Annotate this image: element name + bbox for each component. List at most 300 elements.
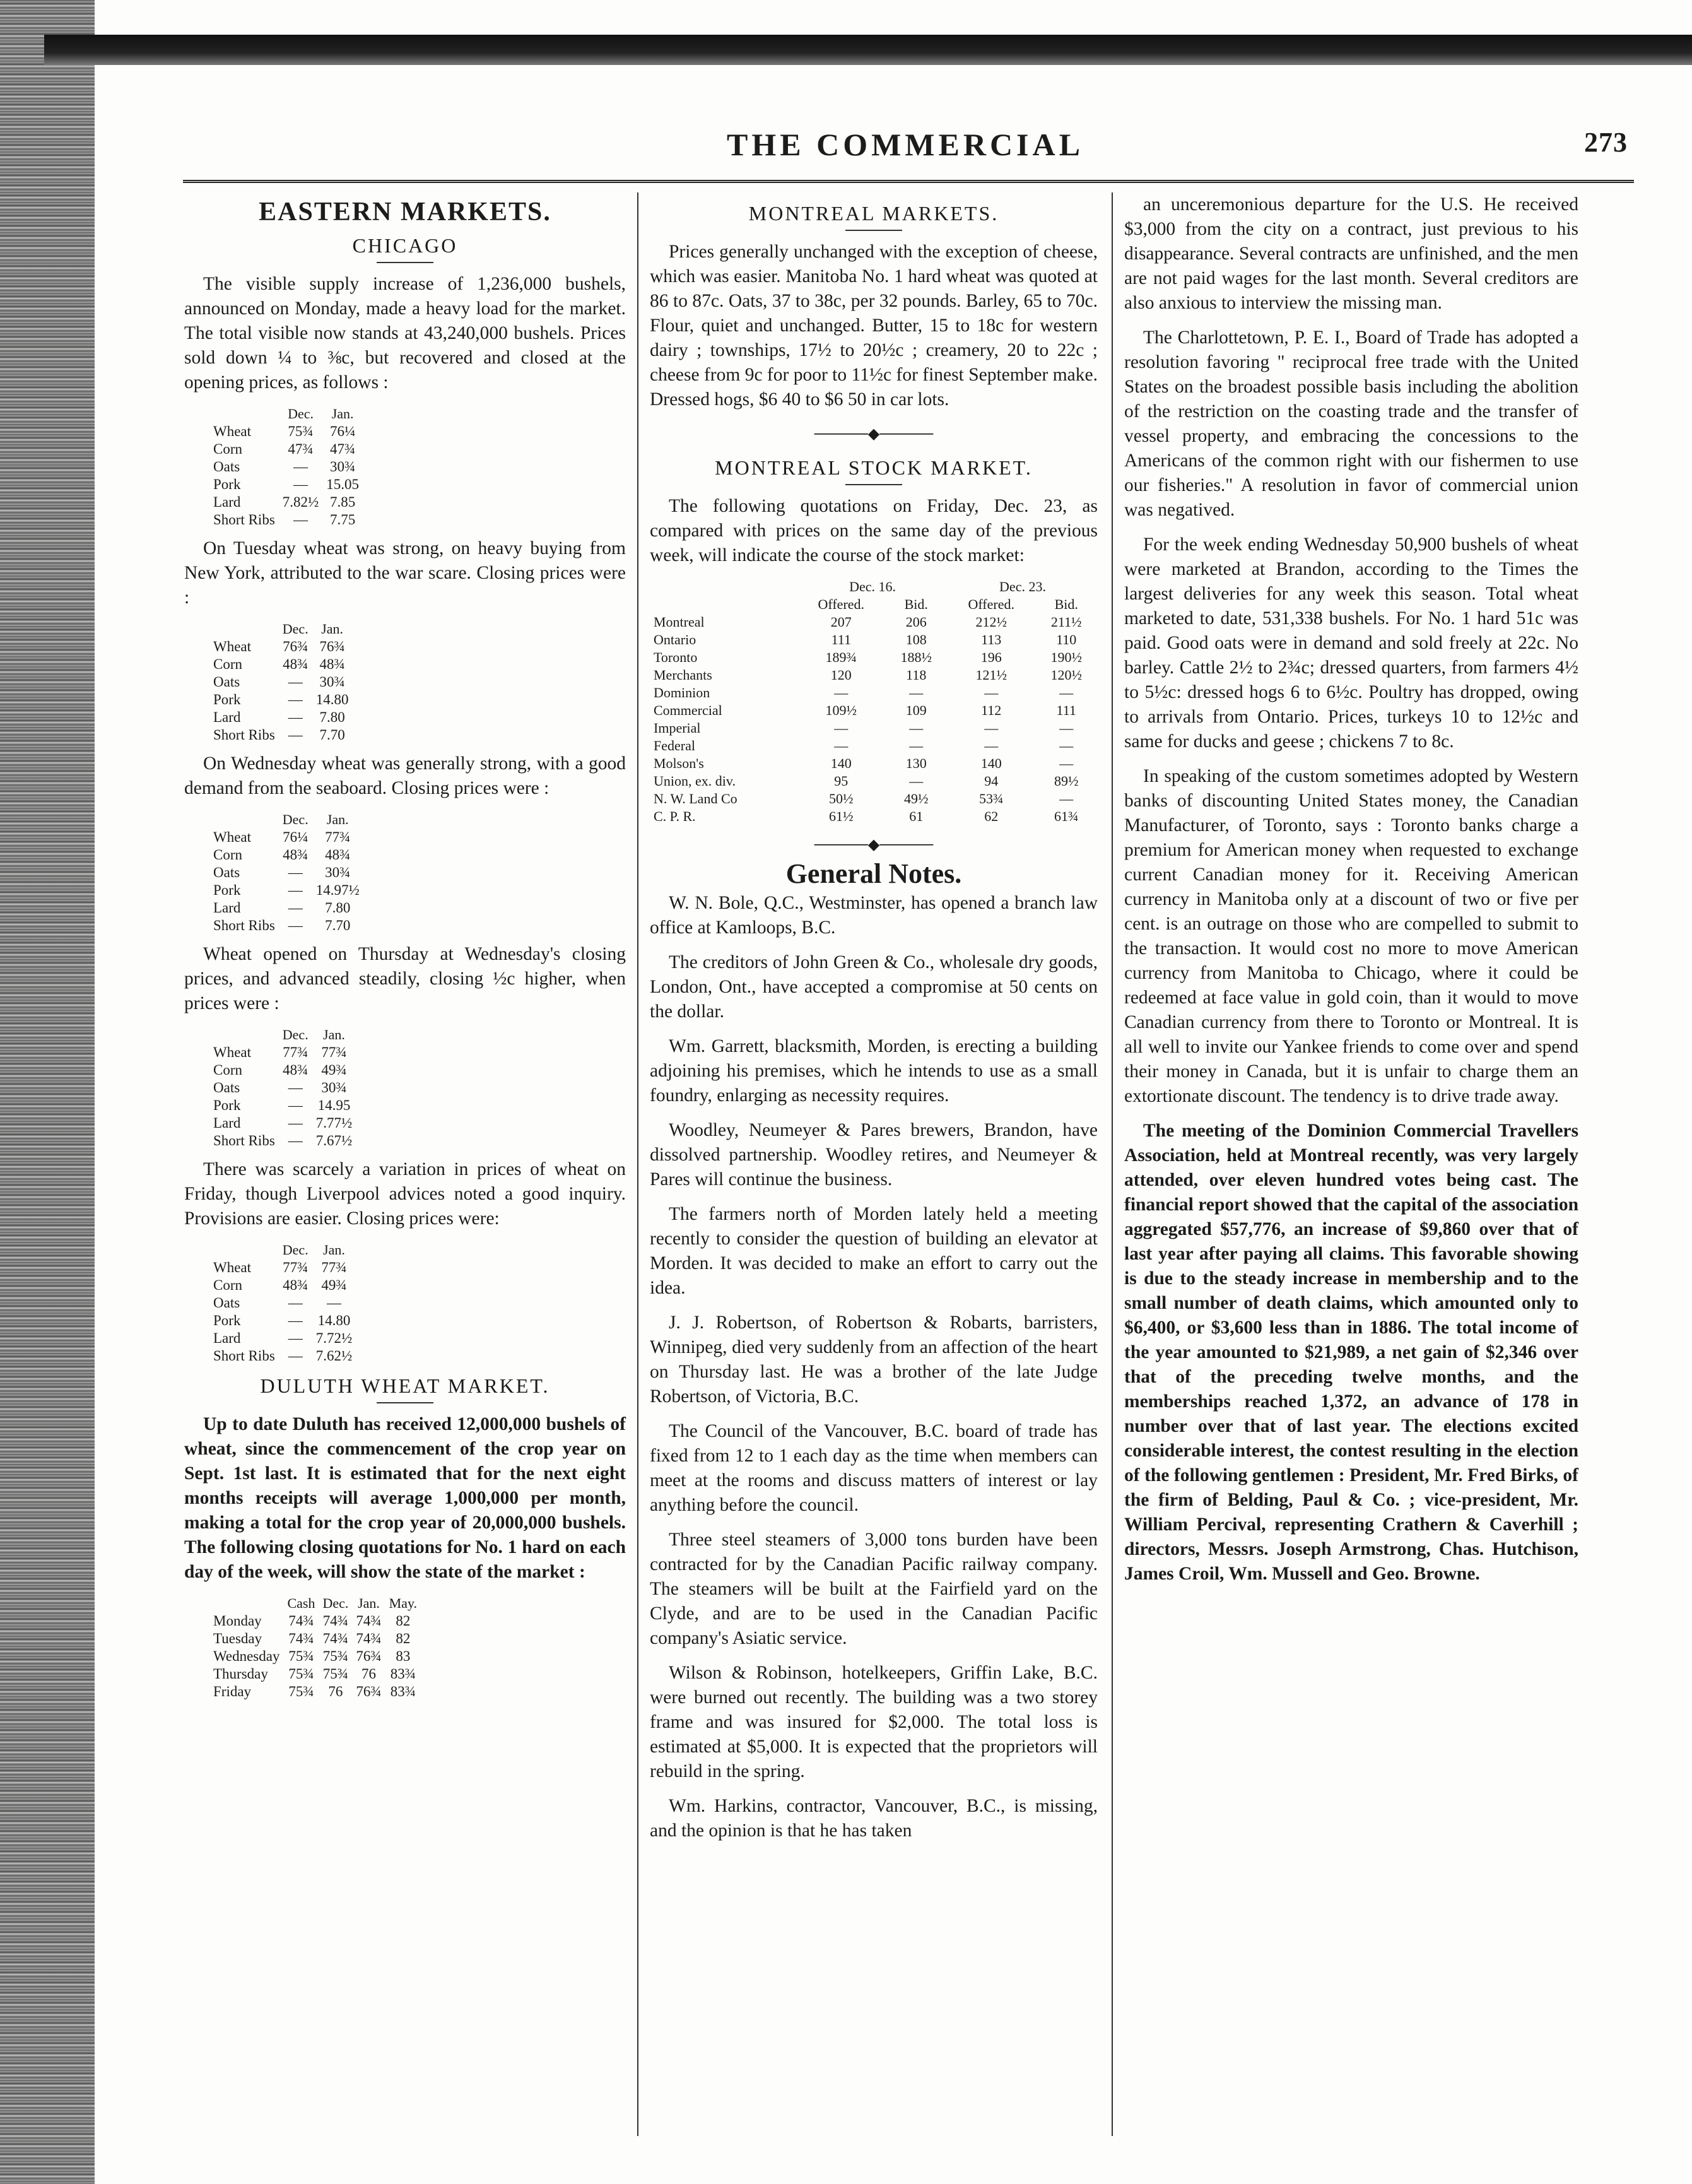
stock-row bbox=[650, 772, 1098, 790]
price-table bbox=[209, 811, 363, 935]
article-paragraph: The following quotations on Friday, Dec. 23, as compared with prices on the same day of the previous week, will indicate the course of the stock market: bbox=[650, 496, 1098, 565]
column-1 bbox=[184, 192, 626, 1708]
stock-col-header: Bid. bbox=[1054, 596, 1078, 612]
note-paragraph: The farmers north of Morden lately held a meeting recently to consider the question of building an elevator at Morden. It was decided to make an effort to carry out the idea. bbox=[650, 1204, 1098, 1298]
price-cell: 75¾ bbox=[288, 1648, 314, 1664]
price-cell: 83¾ bbox=[390, 1666, 416, 1682]
scan-top-bar bbox=[44, 35, 1692, 65]
row-label: Corn bbox=[213, 656, 242, 672]
article-paragraph: In speaking of the custom sometimes adopted by Western banks of discounting United States money, the Canadian Manufacturer, of Toronto, says : Toronto banks charge a premium for American money when requested to exchange current Canadian money for it. Receiving American currency in Manitoba only at a discount of two or five per cent. is an outrage on those who are compelled to submit to the transaction. It would cost no more to move American currency from Manitoba to Chicago, where it could be redeemed at face value in gold coin, than it would to move Canadian currency from there to Toronto or Montreal. It is all well to invite our Yankee friends to come over and spend their money in Canada, but it is unfair to charge them an extortionate discount. The tendency is to drive trade away. bbox=[1124, 766, 1578, 1106]
stock-price: 207 bbox=[830, 614, 852, 630]
stock-price: 130 bbox=[905, 755, 927, 771]
row-label: Tuesday bbox=[213, 1631, 262, 1646]
stock-price: — bbox=[1059, 738, 1074, 753]
stock-row bbox=[650, 719, 1098, 737]
stock-name: C. P. R. bbox=[654, 808, 696, 824]
row-label: Oats bbox=[213, 865, 240, 880]
row-label: Wheat bbox=[213, 829, 252, 845]
running-head bbox=[183, 126, 1628, 164]
header-cell: Dec. bbox=[282, 621, 308, 637]
price-cell: 14.80 bbox=[317, 1313, 351, 1328]
stock-name: Union, ex. div. bbox=[654, 773, 736, 789]
price-cell: 77¾ bbox=[283, 1260, 308, 1275]
stock-price: 140 bbox=[980, 755, 1002, 771]
stock-price: 111 bbox=[1056, 702, 1076, 718]
header-cell: Jan. bbox=[323, 1242, 345, 1258]
note-paragraph: Wm. Harkins, contractor, Vancouver, B.C., is missing, and the opinion is that he has taken bbox=[650, 1796, 1098, 1841]
row-label: Wednesday bbox=[213, 1648, 280, 1664]
stock-row bbox=[650, 790, 1098, 808]
note-paragraph: Wilson & Robinson, hotelkeepers, Griffin Lake, B.C. were burned out recently. The building was a two storey frame and was insured for $2,000. The total loss is estimated at $5,000. It is expected that the proprietors will rebuild in the spring. bbox=[650, 1663, 1098, 1781]
price-cell: — bbox=[293, 476, 308, 492]
price-cell: — bbox=[293, 512, 308, 528]
price-table bbox=[209, 620, 352, 744]
row-label: Thursday bbox=[213, 1666, 268, 1682]
table-row bbox=[209, 1044, 356, 1061]
table-row bbox=[209, 1114, 356, 1132]
price-cell: 30¾ bbox=[330, 459, 356, 475]
price-cell: 7.85 bbox=[330, 494, 356, 510]
price-cell: 82 bbox=[396, 1613, 411, 1629]
stock-row bbox=[650, 702, 1098, 719]
price-cell: 75¾ bbox=[288, 1684, 314, 1699]
price-cell: 7.75 bbox=[330, 512, 356, 528]
stock-price: 109½ bbox=[825, 702, 857, 718]
stock-name: Ontario bbox=[654, 632, 696, 647]
row-label: Short Ribs bbox=[213, 918, 275, 933]
note-paragraph: W. N. Bole, Q.C., Westminster, has opened a branch law office at Kamloops, B.C. bbox=[650, 893, 1098, 938]
stock-price: 118 bbox=[906, 667, 927, 683]
table-row bbox=[209, 656, 352, 673]
price-cell: — bbox=[288, 727, 303, 743]
stock-row bbox=[650, 737, 1098, 755]
stock-price: 109 bbox=[905, 702, 927, 718]
header-cell bbox=[209, 1026, 279, 1044]
article-paragraph: Up to date Duluth has received 12,000,000 bushels of wheat, since the commencement of the crop year on Sept. 1st last. It is estimated that for the next eight months receipts will average 1,000,000 per month, making a total for the crop year of 20,000,000 bushels. The following closing quotations for No. 1 hard on each day of the week, will show the state of the market : bbox=[184, 1414, 626, 1582]
stock-name: Dominion bbox=[654, 685, 710, 700]
stock-price: 111 bbox=[831, 632, 851, 647]
stock-name: Molson's bbox=[654, 755, 704, 771]
stock-col-header: Offered. bbox=[818, 596, 865, 612]
short-rule bbox=[845, 230, 902, 231]
header-cell: Jan. bbox=[326, 812, 349, 827]
table-row bbox=[209, 440, 363, 458]
row-label: Pork bbox=[213, 1097, 241, 1113]
header-cell: Cash bbox=[287, 1595, 315, 1611]
short-rule bbox=[377, 1402, 433, 1403]
row-label: Pork bbox=[213, 882, 241, 898]
row-label: Monday bbox=[213, 1613, 262, 1629]
stock-row bbox=[650, 808, 1098, 825]
header-cell: Jan. bbox=[323, 1027, 345, 1042]
stock-price: — bbox=[984, 685, 999, 700]
stock-price: 120½ bbox=[1050, 667, 1082, 683]
row-label: Oats bbox=[213, 1295, 240, 1311]
stock-price: 121½ bbox=[975, 667, 1007, 683]
stock-price: 120 bbox=[830, 667, 852, 683]
stock-price: 113 bbox=[981, 632, 1002, 647]
header-cell: Dec. bbox=[282, 812, 308, 827]
table-row bbox=[209, 846, 363, 864]
stock-price: 95 bbox=[834, 773, 849, 789]
price-cell: — bbox=[288, 882, 303, 898]
table-row bbox=[209, 829, 363, 846]
price-cell: 15.05 bbox=[326, 476, 360, 492]
subsection-title: MONTREAL STOCK MARKET. bbox=[715, 456, 1033, 479]
row-label: Lard bbox=[213, 1330, 241, 1346]
row-label: Short Ribs bbox=[213, 512, 275, 528]
stock-price: 61¾ bbox=[1054, 808, 1079, 824]
price-cell: 74¾ bbox=[288, 1613, 314, 1629]
stock-price: 110 bbox=[1056, 632, 1077, 647]
stock-name: Federal bbox=[654, 738, 695, 753]
price-cell: — bbox=[288, 900, 303, 916]
ornament-divider: ─────◆───── bbox=[814, 837, 934, 853]
article-paragraph: On Tuesday wheat was strong, on heavy buying from New York, attributed to the war scare. Closing prices were : bbox=[184, 538, 626, 608]
price-cell: 83 bbox=[396, 1648, 411, 1664]
price-cell: 76¾ bbox=[283, 639, 308, 654]
table-row bbox=[209, 726, 352, 744]
table-header-row bbox=[209, 1595, 421, 1612]
stock-row bbox=[650, 684, 1098, 702]
row-label: Oats bbox=[213, 459, 240, 475]
column-2 bbox=[650, 192, 1098, 1853]
table-row bbox=[209, 1132, 356, 1150]
price-cell: 7.67½ bbox=[315, 1133, 353, 1148]
table-row bbox=[209, 1312, 356, 1330]
table-row bbox=[209, 1612, 421, 1630]
stock-price: 53¾ bbox=[978, 791, 1004, 806]
table-row bbox=[209, 476, 363, 493]
column-3 bbox=[1124, 192, 1578, 1597]
short-rule bbox=[845, 484, 902, 485]
subsection-title: CHICAGO bbox=[352, 234, 458, 257]
price-cell: 47¾ bbox=[330, 441, 356, 457]
price-cell: 75¾ bbox=[288, 423, 314, 439]
article-paragraph: The meeting of the Dominion Commercial Travellers Association, held at Montreal recently, was very largely attended, over eleven hundred votes being cast. The financial report showed that the capital of the association aggregated $57,776, an increase of $9,860 over that of last year after paying all claims. This favorable showing is due to the steady increase in membership and to the small number of death claims, which amounted only to $6,400, or $3,600 less than in 1886. The total income of the year amounted to $21,989, a net gain of $2,346 over that of the preceding twelve months, and the memberships reached 1,372, an advance of 178 in number over that of last year. The elections excited considerable interest, the contest resulting in the election of the following gentlemen : President, Mr. Fred Birks, of the firm of Belding, Paul & Co. ; vice-president, Mr. William Percival, representing Crathern & Caverhill ; directors, Messrs. Joseph Armstrong, Chas. Hutchison, James Croil, Wm. Mussell and Geo. Browne. bbox=[1124, 1121, 1578, 1584]
stock-price: 94 bbox=[984, 773, 999, 789]
table-row bbox=[209, 1665, 421, 1683]
row-label: Friday bbox=[213, 1684, 252, 1699]
article-paragraph: There was scarcely a variation in prices of wheat on Friday, though Liverpool advices noted a good inquiry. Provisions are easier. Closing prices were: bbox=[184, 1159, 626, 1229]
row-label: Short Ribs bbox=[213, 727, 275, 743]
stock-col-header: Bid. bbox=[904, 596, 928, 612]
price-cell: — bbox=[288, 1330, 303, 1346]
stock-row bbox=[650, 755, 1098, 772]
stock-price: 212½ bbox=[975, 614, 1007, 630]
stock-price: 50½ bbox=[829, 791, 854, 806]
price-cell: 49¾ bbox=[321, 1277, 347, 1293]
note-paragraph: J. J. Robertson, of Robertson & Robarts, barristers, Winnipeg, died very suddenly from an affection of the heart on Thursday last. He was a brother of the late Judge Robertson, of Victoria, B.C. bbox=[650, 1313, 1098, 1407]
stock-row bbox=[650, 631, 1098, 649]
price-cell: 14.97½ bbox=[315, 882, 360, 898]
article-paragraph: The visible supply increase of 1,236,000 bushels, announced on Monday, made a heavy load for the market. The total visible now stands at 43,240,000 bushels. Prices sold down ¼ to ⅜c, but recovered and closed at the opening prices, as follows : bbox=[184, 274, 626, 393]
price-cell: 74¾ bbox=[356, 1613, 382, 1629]
price-cell: 30¾ bbox=[325, 865, 351, 880]
table-row bbox=[209, 1630, 421, 1648]
paragraph-list bbox=[1124, 192, 1578, 1586]
price-cell: 76¾ bbox=[356, 1648, 382, 1664]
price-cell: 77¾ bbox=[325, 829, 351, 845]
table-row bbox=[209, 1648, 421, 1665]
row-label: Oats bbox=[213, 674, 240, 690]
table-header-row bbox=[209, 1026, 356, 1044]
stock-col-header: Offered. bbox=[968, 596, 1014, 612]
table-header-row bbox=[209, 1241, 356, 1259]
header-cell: Jan. bbox=[321, 621, 343, 637]
price-cell: 76 bbox=[361, 1666, 376, 1682]
price-cell: 76¾ bbox=[319, 639, 345, 654]
price-cell: — bbox=[288, 865, 303, 880]
table-row bbox=[209, 638, 352, 656]
section-title: EASTERN MARKETS. bbox=[259, 198, 551, 227]
price-table bbox=[209, 1026, 356, 1150]
header-cell: Dec. bbox=[322, 1595, 349, 1611]
price-cell: 74¾ bbox=[322, 1613, 349, 1629]
row-label: Wheat bbox=[213, 1044, 252, 1060]
table-row bbox=[209, 1330, 356, 1347]
price-cell: 83¾ bbox=[390, 1684, 416, 1699]
header-cell bbox=[209, 811, 279, 829]
header-rule bbox=[183, 180, 1634, 187]
price-cell: — bbox=[288, 1133, 303, 1148]
price-cell: — bbox=[288, 674, 303, 690]
stock-name: Toronto bbox=[654, 649, 698, 665]
row-label: Short Ribs bbox=[213, 1133, 275, 1148]
article-paragraph: On Wednesday wheat was generally strong, with a good demand from the seaboard. Closing prices were : bbox=[184, 753, 626, 798]
price-cell: — bbox=[288, 1097, 303, 1113]
stock-price: — bbox=[1059, 720, 1074, 736]
header-cell: Dec. bbox=[282, 1027, 308, 1042]
stock-price: 112 bbox=[981, 702, 1002, 718]
article-paragraph: Prices generally unchanged with the exception of cheese, which was easier. Manitoba No. 1 hard wheat was quoted at 86 to 87c. Oats, 37 to 38c, per 32 pounds. Barley, 65 to 70c. Flour, quiet and unchanged. Butter, 15 to 18c for western dairy ; townships, 17½ to 20½c ; creamery, 20 to 22c ; cheese from 9c for poor to 11½c for finest September make. Dressed hogs, $6 40 to $6 50 in car lots. bbox=[650, 242, 1098, 410]
price-cell: 76¼ bbox=[330, 423, 356, 439]
stock-group-header: Dec. 16. bbox=[849, 579, 896, 594]
price-cell: 7.80 bbox=[325, 900, 351, 916]
note-paragraph: The creditors of John Green & Co., wholesale dry goods, London, Ont., have accepted a compromise at 50 cents on the dollar. bbox=[650, 952, 1098, 1022]
table-row bbox=[209, 882, 363, 899]
table-row bbox=[209, 1061, 356, 1079]
price-cell: 7.62½ bbox=[315, 1348, 353, 1364]
price-cell: 48¾ bbox=[283, 1062, 308, 1078]
table-row bbox=[209, 458, 363, 476]
stock-price: 62 bbox=[984, 808, 999, 824]
table-row bbox=[209, 691, 352, 709]
stock-price: 189¾ bbox=[825, 649, 857, 665]
price-cell: 75¾ bbox=[322, 1666, 349, 1682]
header-cell: Jan. bbox=[358, 1595, 380, 1611]
table-row bbox=[209, 1347, 356, 1365]
price-cell: 75¾ bbox=[322, 1648, 349, 1664]
row-label: Lard bbox=[213, 709, 241, 725]
stock-name: N. W. Land Co bbox=[654, 791, 737, 806]
article-paragraph: an unceremonious departure for the U.S. He received $3,000 from the city on a contract, just previous to his disappearance. Several contracts are unfinished, and the men are not paid wages for the last month. Several creditors are also anxious to interview the missing man. bbox=[1124, 194, 1578, 313]
stock-price: — bbox=[1059, 755, 1074, 771]
stock-row bbox=[650, 613, 1098, 631]
stock-price: 89½ bbox=[1054, 773, 1079, 789]
stock-row bbox=[650, 666, 1098, 684]
price-table bbox=[209, 405, 363, 529]
price-cell: 75¾ bbox=[288, 1666, 314, 1682]
stock-price: — bbox=[909, 720, 924, 736]
ornament-divider: ─────◆───── bbox=[814, 426, 934, 442]
price-cell: 48¾ bbox=[283, 656, 308, 672]
stock-table bbox=[650, 578, 1098, 825]
price-cell: 82 bbox=[396, 1631, 411, 1646]
price-cell: — bbox=[288, 1313, 303, 1328]
row-label: Corn bbox=[213, 847, 242, 863]
header-cell bbox=[209, 1241, 279, 1259]
table-row bbox=[209, 423, 363, 440]
price-cell: 14.95 bbox=[317, 1097, 351, 1113]
row-label: Short Ribs bbox=[213, 1348, 275, 1364]
article-paragraph: The Charlottetown, P. E. I., Board of Trade has adopted a resolution favoring " reciprocal free trade with the United States on the broadest possible basis including the abolition of the restriction on the coasting trade and the transfer of vessel property, and embracing the concessions to the Americans of the common right with our fishermen to use our fisheries." A resolution in favor of commercial union was negatived. bbox=[1124, 328, 1578, 520]
stock-name: Imperial bbox=[654, 720, 701, 736]
stock-price: — bbox=[1059, 685, 1074, 700]
stock-price: 190½ bbox=[1050, 649, 1082, 665]
row-label: Pork bbox=[213, 692, 241, 707]
notes-list bbox=[650, 891, 1098, 1843]
row-label: Wheat bbox=[213, 1260, 252, 1275]
header-cell: Dec. bbox=[282, 1242, 308, 1258]
price-cell: — bbox=[288, 709, 303, 725]
header-cell: May. bbox=[389, 1595, 418, 1611]
header-cell: Dec. bbox=[288, 406, 314, 422]
price-cell: 30¾ bbox=[319, 674, 345, 690]
table-header-row bbox=[209, 620, 352, 638]
subsection-title: DULUTH WHEAT MARKET. bbox=[260, 1374, 550, 1397]
stock-price: — bbox=[909, 738, 924, 753]
stock-price: 61 bbox=[909, 808, 924, 824]
price-cell: 74¾ bbox=[356, 1631, 382, 1646]
price-cell: — bbox=[288, 1348, 303, 1364]
price-cell: — bbox=[288, 1295, 303, 1311]
price-cell: 77¾ bbox=[321, 1260, 347, 1275]
row-label: Wheat bbox=[213, 423, 252, 439]
price-cell: 7.82½ bbox=[282, 494, 319, 510]
price-cell: 14.80 bbox=[315, 692, 349, 707]
row-label: Corn bbox=[213, 1277, 242, 1293]
price-cell: — bbox=[288, 1115, 303, 1131]
stock-price: 188½ bbox=[900, 649, 932, 665]
table-row bbox=[209, 673, 352, 691]
price-cell: — bbox=[288, 918, 303, 933]
scan-edge bbox=[0, 0, 95, 2184]
table-row bbox=[209, 709, 352, 726]
stock-price: — bbox=[984, 720, 999, 736]
header-cell: Jan. bbox=[331, 406, 354, 422]
table-header-row bbox=[209, 405, 363, 423]
stock-price: 140 bbox=[830, 755, 852, 771]
price-cell: 47¾ bbox=[288, 441, 314, 457]
table-row bbox=[209, 917, 363, 935]
stock-price: 206 bbox=[905, 614, 927, 630]
price-cell: — bbox=[288, 1080, 303, 1095]
price-cell: 30¾ bbox=[321, 1080, 347, 1095]
table-row bbox=[209, 1259, 356, 1277]
table-row bbox=[209, 1294, 356, 1312]
row-label: Corn bbox=[213, 441, 242, 457]
table-row bbox=[209, 864, 363, 882]
price-cell: 48¾ bbox=[283, 847, 308, 863]
price-cell: 7.70 bbox=[325, 918, 351, 933]
stock-group-header: Dec. 23. bbox=[999, 579, 1046, 594]
table-row bbox=[209, 493, 363, 511]
article-paragraph: For the week ending Wednesday 50,900 bushels of wheat were marketed at Brandon, according to the Times the largest deliveries for any week this season. Total wheat marketed to date, 531,338 bushels. For No. 1 hard 51c was paid. Good oats were in demand and sold freely at 22c. No barley. Cattle 2½ to 2¾c; dressed quarters, from farmers 4½ to 5½c: dressed hogs 6 to 6½c. Poultry has dropped, owing to arrivals from Ontario. Prices, turkeys 10 to 12½c and same for ducks and geese ; chickens 7 to 8c. bbox=[1124, 534, 1578, 752]
table-row bbox=[209, 1079, 356, 1097]
price-cell: 74¾ bbox=[288, 1631, 314, 1646]
price-cell: 7.80 bbox=[319, 709, 345, 725]
page-number: 273 bbox=[1584, 127, 1628, 158]
row-label: Pork bbox=[213, 1313, 241, 1328]
header-cell bbox=[209, 620, 279, 638]
price-cell: 7.77½ bbox=[315, 1115, 353, 1131]
article-paragraph: Wheat opened on Thursday at Wednesday's closing prices, and advanced steadily, closing ½c higher, when prices were : bbox=[184, 944, 626, 1013]
stock-price: 211½ bbox=[1050, 614, 1082, 630]
row-label: Pork bbox=[213, 476, 241, 492]
stock-price: 108 bbox=[905, 632, 927, 647]
publication-title: THE COMMERCIAL bbox=[727, 127, 1084, 162]
price-cell: 48¾ bbox=[283, 1277, 308, 1293]
price-cell: — bbox=[288, 692, 303, 707]
table-row bbox=[209, 511, 363, 529]
price-cell: — bbox=[293, 459, 308, 475]
table-header-row bbox=[209, 811, 363, 829]
stock-price: — bbox=[1059, 791, 1074, 806]
table-row bbox=[209, 1097, 356, 1114]
header-cell bbox=[209, 405, 279, 423]
stock-price: — bbox=[834, 685, 849, 700]
subsection-title: MONTREAL MARKETS. bbox=[748, 202, 999, 225]
column-rule bbox=[637, 192, 638, 2136]
price-cell: 77¾ bbox=[321, 1044, 347, 1060]
stock-price: 196 bbox=[980, 649, 1002, 665]
stock-name: Commercial bbox=[654, 702, 722, 718]
row-label: Lard bbox=[213, 1115, 241, 1131]
price-cell: 48¾ bbox=[325, 847, 351, 863]
stock-row bbox=[650, 649, 1098, 666]
table-row bbox=[209, 899, 363, 917]
stock-name: Merchants bbox=[654, 667, 712, 683]
note-paragraph: Woodley, Neumeyer & Pares brewers, Brandon, have dissolved partnership. Woodley retires, and Neumeyer & Pares will continue the business. bbox=[650, 1120, 1098, 1189]
stock-price: — bbox=[909, 773, 924, 789]
price-table bbox=[209, 1241, 356, 1365]
stock-price: 61½ bbox=[829, 808, 854, 824]
price-cell: 49¾ bbox=[321, 1062, 347, 1078]
row-label: Lard bbox=[213, 900, 241, 916]
note-paragraph: Wm. Garrett, blacksmith, Morden, is erecting a building adjoining his premises, which he intends to use as a small foundry, enlarging as necessity requires. bbox=[650, 1036, 1098, 1106]
note-paragraph: The Council of the Vancouver, B.C. board of trade has fixed from 12 to 1 each day as the time when members can meet at the rooms and discuss matters of interest or lay anything before the council. bbox=[650, 1421, 1098, 1515]
price-cell: 48¾ bbox=[319, 656, 345, 672]
price-cell: 76¼ bbox=[283, 829, 308, 845]
stock-price: — bbox=[834, 738, 849, 753]
price-cell: 74¾ bbox=[322, 1631, 349, 1646]
stock-name: Montreal bbox=[654, 614, 705, 630]
table-row bbox=[209, 1683, 421, 1701]
header-cell bbox=[209, 1595, 283, 1612]
price-cell: — bbox=[326, 1295, 341, 1311]
duluth-table bbox=[209, 1595, 421, 1701]
column-rule bbox=[1112, 192, 1113, 2136]
row-label: Oats bbox=[213, 1080, 240, 1095]
note-paragraph: Three steel steamers of 3,000 tons burden have been contracted for by the Canadian Pacific railway company. The steamers will be built at the Fairfield yard on the Clyde, and are to be used in the Canadian Pacific company's Asiatic service. bbox=[650, 1530, 1098, 1648]
stock-price: — bbox=[834, 720, 849, 736]
row-label: Lard bbox=[213, 494, 241, 510]
row-label: Corn bbox=[213, 1062, 242, 1078]
stock-price: — bbox=[909, 685, 924, 700]
table-row bbox=[209, 1277, 356, 1294]
stock-price: — bbox=[984, 738, 999, 753]
